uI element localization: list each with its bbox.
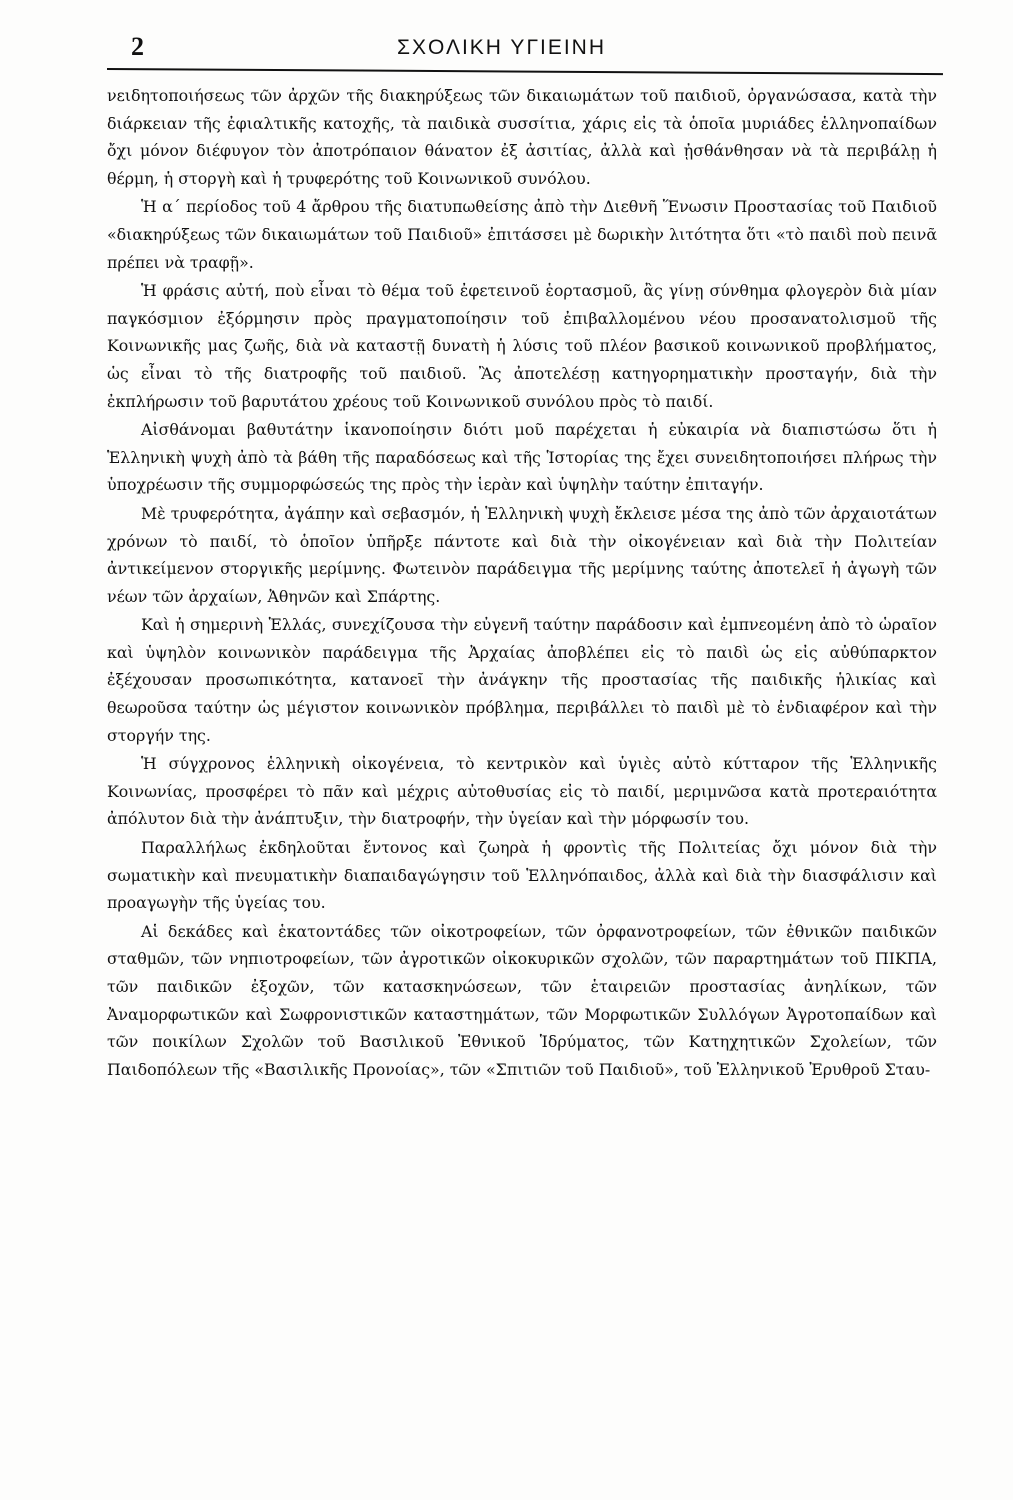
paragraph: Ἡ φράσις αὐτή, ποὺ εἶναι τὸ θέμα τοῦ ἐφετεινοῦ ἑορτασμοῦ, ἂς γίνῃ σύνθημα φλογερὸν διὰ μίαν παγκόσμιον ἐξόρμησιν πρὸς πραγματοποίησιν τοῦ ἐπιβαλλομένου νέου προσανατολισμοῦ τῆς Κοινωνικῆς μας ζωῆς, διὰ νὰ καταστῇ δυνατὴ ἡ λύσις τοῦ πλέον βασικοῦ κοινωνικοῦ προβλήματος, ὡς εἶναι τὸ τῆς διατροφῆς τοῦ παιδιοῦ. Ἂς ἀποτελέσῃ κατηγορηματικὴν προσταγήν, διὰ τὴν ἐκπλήρωσιν τοῦ βαρυτάτου χρέους τοῦ Κοινωνικοῦ συνόλου πρὸς τὸ παιδί. bbox=[107, 281, 937, 411]
paragraph: Αἱ δεκάδες καὶ ἑκατοντάδες τῶν οἰκοτροφείων, τῶν ὀρφανοτροφείων, τῶν ἐθνικῶν παιδικῶν σταθμῶν, τῶν νηπιοτροφείων, τῶν ἀγροτικῶν οἰκοκυρικῶν σχολῶν, τῶν παραρτημάτων τοῦ ΠΙΚΠΑ, τῶν παιδικῶν ἐξοχῶν, τῶν κατασκηνώσεων, τῶν ἑταιρειῶν προστασίας ἀνηλίκων, τῶν Ἀναμορφωτικῶν καὶ Σωφρονιστικῶν καταστημάτων, τῶν Μορφωτικῶν Συλλόγων Ἀγροτοπαίδων καὶ τῶν ποικίλων Σχολῶν τοῦ Βασιλικοῦ Ἐθνικοῦ Ἱδρύματος, τῶν Κατηχητικῶν Σχολείων, τῶν Παιδοπόλεων τῆς «Βασιλικῆς Προνοίας», τῶν «Σπιτιῶν τοῦ Παιδιοῦ», τοῦ Ἑλληνικοῦ Ἐρυθροῦ Σταυ- bbox=[107, 921, 937, 1079]
paragraph-continuation: νειδητοποιήσεως τῶν ἀρχῶν τῆς διακηρύξεως τῶν δικαιωμάτων τοῦ παιδιοῦ, ὀργανώσασα, κατὰ τὴν διάρκειαν τῆς ἐφιαλτικῆς κατοχῆς, τὰ παιδικὰ συσσίτια, χάρις εἰς τὰ ὁποῖα μυριάδες ἑλληνοπαίδων ὄχι μόνον διέφυγον τὸν ἀποτρόπαιον θάνατον ἐξ ἀσιτίας, ἀλλὰ καὶ ᾐσθάνθησαν νὰ τὰ περιβάλῃ ἡ θέρμη, ἡ στοργὴ καὶ ἡ τρυφερότης τοῦ Κοινωνικοῦ συνόλου. bbox=[107, 86, 937, 188]
paragraph: Καὶ ἡ σημερινὴ Ἑλλάς, συνεχίζουσα τὴν εὐγενῆ ταύτην παράδοσιν καὶ ἐμπνεομένη ἀπὸ τὸ ὡραῖον καὶ ὑψηλὸν κοινωνικὸν παράδειγμα τῆς Ἀρχαίας ἀποβλέπει εἰς τὸ παιδὶ ὡς εἰς αὐθύπαρκτον ἐξέχουσαν προσωπικότητα, κατανοεῖ τὴν ἀνάγκην τῆς προστασίας τῆς παιδικῆς ἡλικίας καὶ θεωροῦσα ταύτην ὡς μέγιστον κοινωνικὸν πρόβλημα, περιβάλλει τὸ παιδὶ μὲ τὸ ἐνδιαφέρον καὶ τὴν στοργήν της. bbox=[107, 615, 937, 745]
paragraph: Παραλλήλως ἐκδηλοῦται ἔντονος καὶ ζωηρὰ ἡ φροντὶς τῆς Πολιτείας ὄχι μόνον διὰ τὴν σωματικὴν καὶ πνευματικὴν διαπαιδαγώγησιν τοῦ Ἑλληνόπαιδος, ἀλλὰ καὶ διὰ τὴν διασφάλισιν καὶ προαγωγὴν τῆς ὑγείας του. bbox=[107, 838, 937, 913]
page-number: 2 bbox=[131, 32, 145, 61]
running-title: ΣΧΟΛΙΚΗ ΥΓΙΕΙΝΗ bbox=[397, 36, 607, 59]
paragraph: Αἰσθάνομαι βαθυτάτην ἱκανοποίησιν διότι μοῦ παρέχεται ἡ εὐκαιρία νὰ διαπιστώσω ὅτι ἡ Ἑλληνικὴ ψυχὴ ἀπὸ τὰ βάθη τῆς παραδόσεως καὶ τῆς Ἱστορίας της ἔχει συνειδητοποιήσει πλήρως τὴν ὑποχρέωσιν τῆς συμμορφώσεώς της πρὸς τὴν ἱερὰν καὶ ὑψηλὴν ταύτην ἐπιταγήν. bbox=[107, 420, 937, 495]
paragraph: Μὲ τρυφερότητα, ἀγάπην καὶ σεβασμόν, ἡ Ἑλληνικὴ ψυχὴ ἔκλεισε μέσα της ἀπὸ τῶν ἀρχαιοτάτων χρόνων τὸ παιδί, τὸ ὁποῖον ὑπῆρξε πάντοτε καὶ διὰ τὴν οἰκογένειαν καὶ διὰ τὴν Πολιτείαν ἀντικείμενον στοργικῆς μερίμνης. Φωτεινὸν παράδειγμα τῆς μερίμνης ταύτης ἀποτελεῖ ἡ ἀγωγὴ τῶν νέων τῶν ἀρχαίων, Ἀθηνῶν καὶ Σπάρτης. bbox=[107, 503, 937, 606]
page-header bbox=[107, 28, 943, 70]
paragraph: Ἡ α΄ περίοδος τοῦ 4 ἄρθρου τῆς διατυπωθείσης ἀπὸ τὴν Διεθνῆ Ἕνωσιν Προστασίας τοῦ Παιδιοῦ «διακηρύξεως τῶν δικαιωμάτων τοῦ Παιδιοῦ» ἐπιτάσσει μὲ δωρικὴν λιτότητα ὅτι «τὸ παιδὶ ποὺ πεινᾶ πρέπει νὰ τραφῇ». bbox=[107, 197, 937, 272]
article-body bbox=[107, 82, 937, 1083]
paragraph: Ἡ σύγχρονος ἑλληνικὴ οἰκογένεια, τὸ κεντρικὸν καὶ ὑγιὲς αὐτὸ κύτταρον τῆς Ἑλληνικῆς Κοινωνίας, προσφέρει τὸ πᾶν καὶ μέχρις αὐτοθυσίας εἰς τὸ παιδί, μεριμνῶσα κατὰ προτεραιότητα ἀπόλυτον διὰ τὴν ἀνάπτυξιν, τὴν διατροφήν, τὴν ὑγείαν καὶ τὴν μόρφωσίν του. bbox=[107, 754, 937, 829]
